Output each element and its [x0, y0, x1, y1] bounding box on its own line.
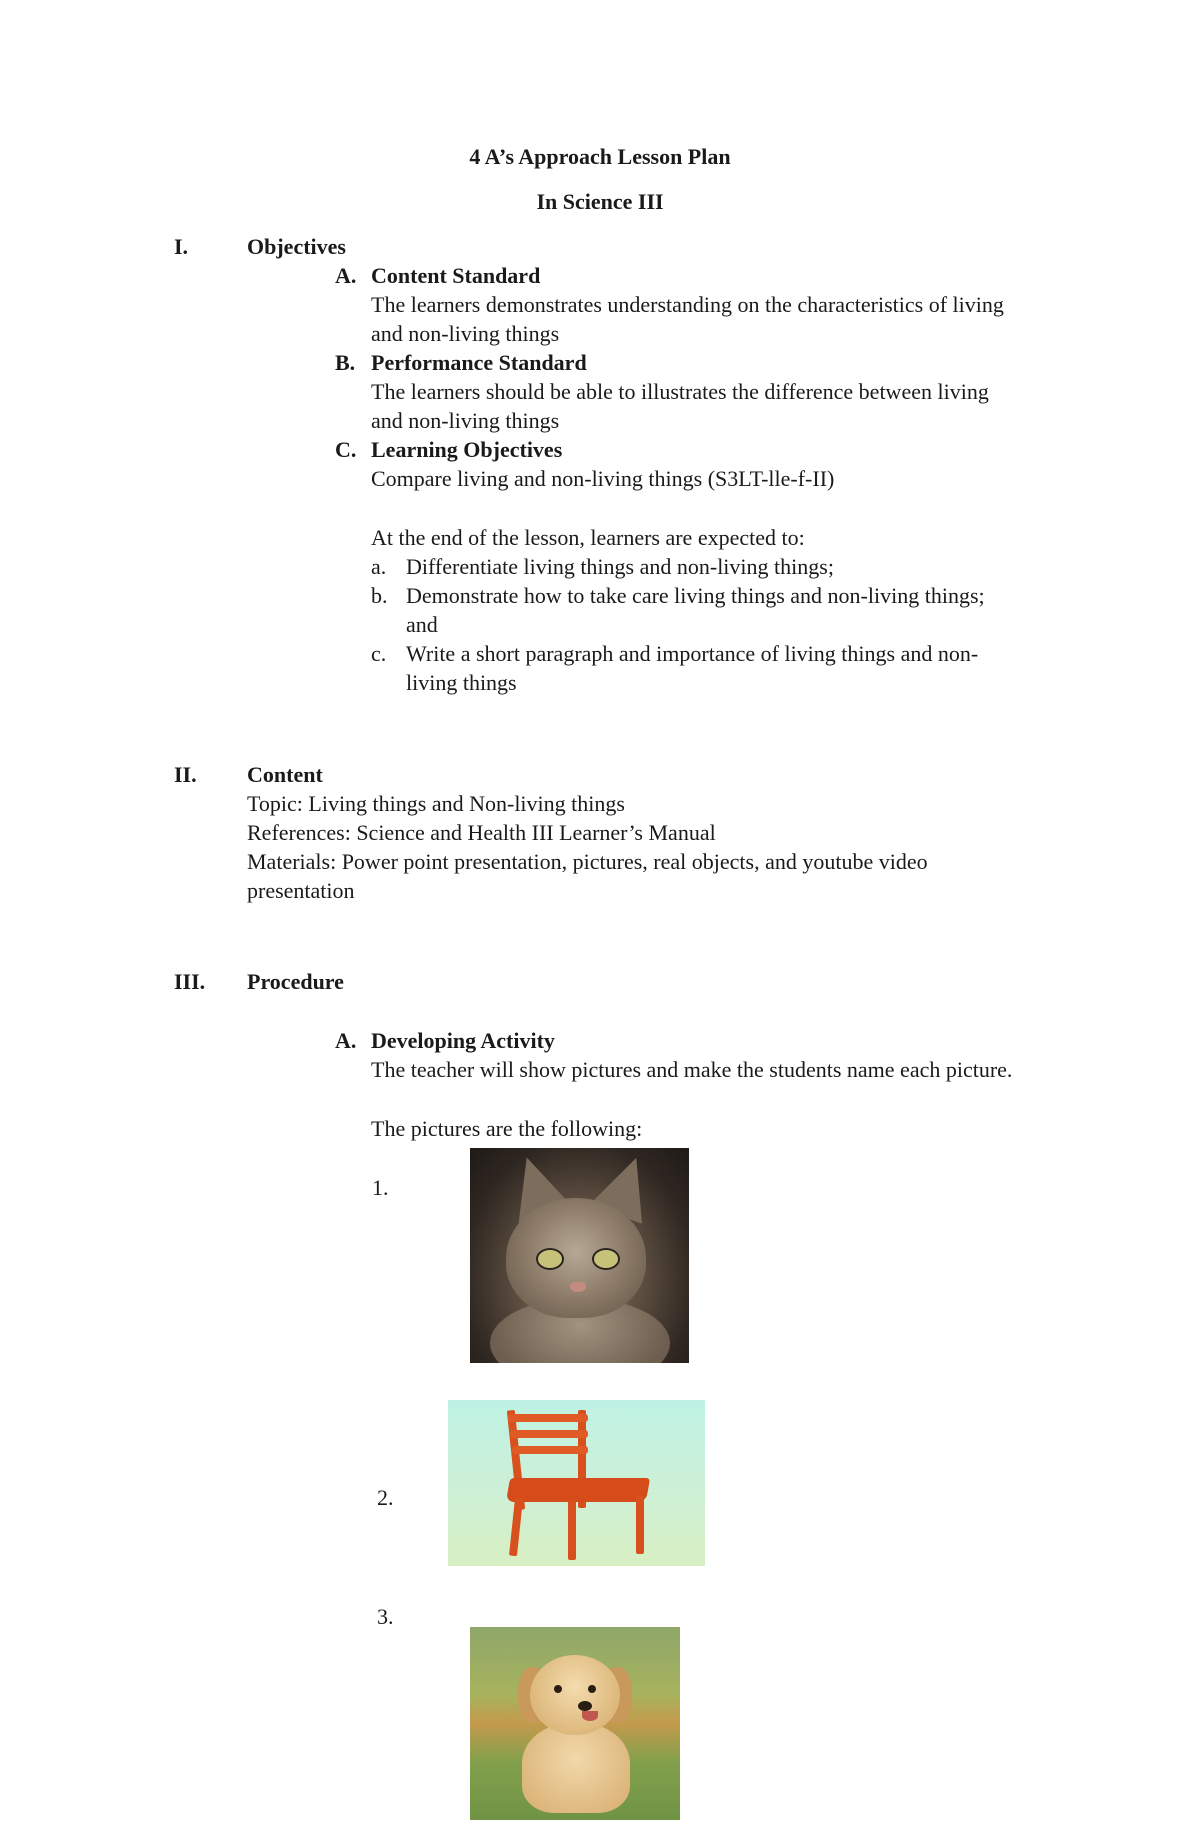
developing-activity-text: The teacher will show pictures and make the students name each picture. — [371, 1057, 1013, 1082]
content-standard-letter: A. — [335, 263, 357, 288]
performance-standard-letter: B. — [335, 350, 356, 375]
chair-front-leg-right — [636, 1496, 644, 1554]
chair-picture — [448, 1400, 705, 1566]
cat-nose — [570, 1282, 586, 1292]
objective-item-b-cont: and — [406, 612, 438, 637]
chair-back-rail-middle — [510, 1430, 588, 1438]
performance-standard-text-line2: and non-living things — [371, 408, 560, 433]
developing-activity-title: Developing Activity — [371, 1028, 555, 1053]
objective-item-c: Write a short paragraph and importance of living things and non- — [406, 641, 979, 666]
section-heading-objectives: Objectives — [247, 234, 346, 259]
learning-objectives-compare: Compare living and non-living things (S3LT-lle-f-II) — [371, 466, 835, 491]
learning-objectives-intro: At the end of the lesson, learners are expected to: — [371, 525, 805, 550]
document-title: 4 A’s Approach Lesson Plan — [469, 144, 731, 169]
content-materials: Materials: Power point presentation, pictures, real objects, and youtube video — [247, 849, 928, 874]
dog-mouth — [582, 1711, 598, 1721]
content-topic: Topic: Living things and Non-living things — [247, 791, 625, 816]
cat-picture — [470, 1148, 689, 1363]
section-numeral-content: II. — [174, 762, 197, 787]
chair-back-rail-low — [512, 1446, 588, 1454]
content-standard-text-line1: The learners demonstrates understanding on the characteristics of living — [371, 292, 1004, 317]
pictures-intro: The pictures are the following: — [371, 1116, 643, 1141]
performance-standard-title: Performance Standard — [371, 350, 587, 375]
dog-torso — [522, 1723, 630, 1813]
content-materials-cont: presentation — [247, 878, 355, 903]
objective-marker-c: c. — [371, 641, 387, 666]
performance-standard-text-line1: The learners should be able to illustrates the difference between living — [371, 379, 989, 404]
dog-picture — [470, 1627, 680, 1820]
section-heading-content: Content — [247, 762, 323, 787]
cat-eye-left — [536, 1248, 564, 1270]
section-heading-procedure: Procedure — [247, 969, 344, 994]
cat-head — [506, 1198, 646, 1318]
chair-front-leg-middle — [568, 1500, 576, 1560]
objective-marker-a: a. — [371, 554, 387, 579]
picture-number-3: 3. — [377, 1604, 394, 1629]
chair-front-leg-left — [509, 1498, 523, 1557]
objective-item-b: Demonstrate how to take care living things and non-living things; — [406, 583, 985, 608]
document-subtitle: In Science III — [536, 189, 664, 214]
objective-marker-b: b. — [371, 583, 388, 608]
section-numeral-objectives: I. — [174, 234, 189, 259]
section-numeral-procedure: III. — [174, 969, 206, 994]
developing-activity-letter: A. — [335, 1028, 357, 1053]
chair-seat — [506, 1478, 650, 1502]
chair-back-rail-top — [508, 1414, 588, 1422]
content-standard-title: Content Standard — [371, 263, 541, 288]
dog-head — [530, 1655, 620, 1735]
learning-objectives-letter: C. — [335, 437, 357, 462]
dog-eye-left — [554, 1685, 562, 1693]
picture-number-2: 2. — [377, 1485, 394, 1510]
content-references: References: Science and Health III Learner’s Manual — [247, 820, 716, 845]
cat-eye-right — [592, 1248, 620, 1270]
objective-item-c-cont: living things — [406, 670, 517, 695]
content-standard-text-line2: and non-living things — [371, 321, 560, 346]
objective-item-a: Differentiate living things and non-living things; — [406, 554, 834, 579]
picture-number-1: 1. — [372, 1175, 389, 1200]
dog-nose — [578, 1701, 592, 1711]
dog-eye-right — [588, 1685, 596, 1693]
learning-objectives-title: Learning Objectives — [371, 437, 563, 462]
